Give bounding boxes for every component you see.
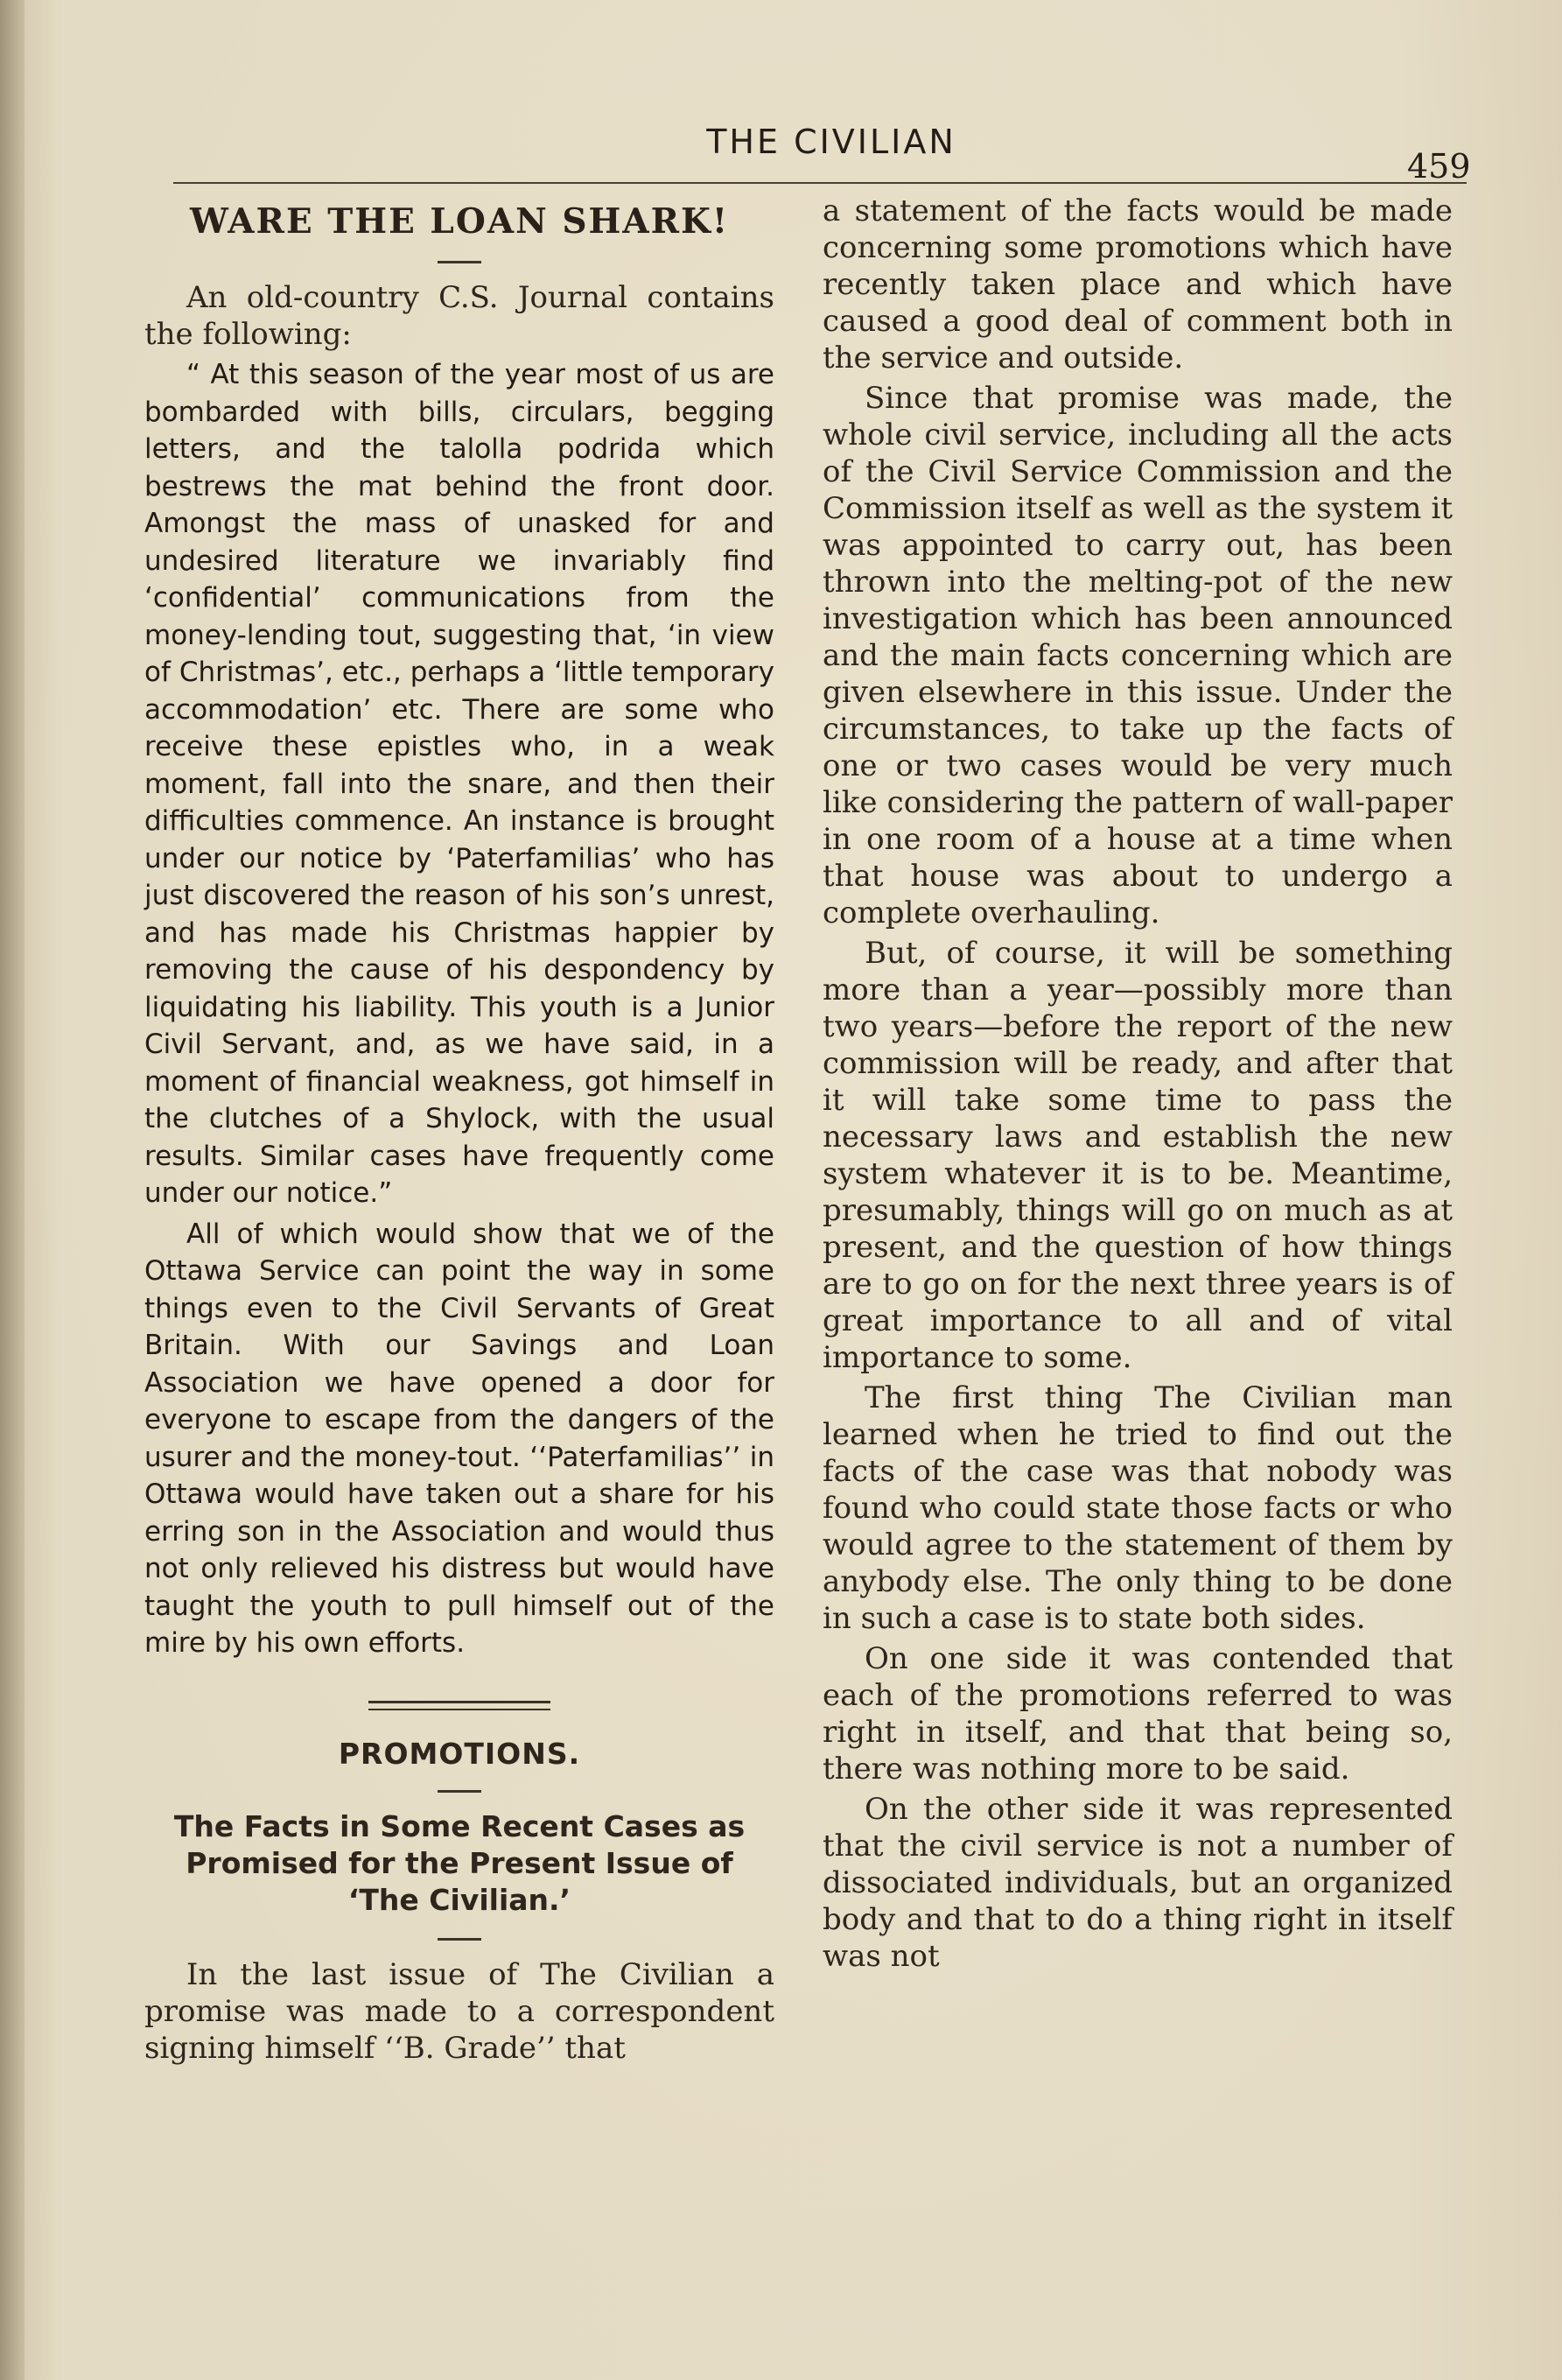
- right-paragraph-2: Since that promise was made, the whole civil service, including all the acts of the Civil Service Commission and the Commission itself as well as the system it was appointed to carry out, has been thrown into the melting-pot of the new investigation which has been announced and the main facts concerning which are given elsewhere in this issue. Under the circumstances, to take up the facts of one or two cases would be very much like considering the pattern of wall-paper in one room of a house at a time when that house was about to undergo a complete overhauling.: [823, 381, 1453, 930]
- header-rule: [173, 182, 1467, 184]
- section-title: PROMOTIONS.: [338, 1736, 581, 1771]
- section-divider: [368, 1701, 550, 1710]
- right-paragraph-4: The first thing The Civilian man learned when he tried to find out the facts of the case was that nobody was found who could state those facts or who would agree to the statement of them by anybody else. The only thing to be done in such a case is to state both sides.: [823, 1380, 1453, 1636]
- headline-dash: [438, 261, 481, 263]
- section-subtitle: The Facts in Some Recent Cases as Promised for the Present Issue of ‘The Civilian.’: [173, 1808, 746, 1917]
- right-paragraph-5: On one side it was contended that each of the promotions referred to was right in itself, and that that being so, there was nothing more to be said.: [823, 1641, 1453, 1787]
- page-number: 459: [1407, 147, 1471, 186]
- publication-title: THE CIVILIAN: [706, 123, 956, 161]
- article-quote: “ At this season of the year most of us are bombarded with bills, circulars, begging letters, and the talolla podrida which bestrews the mat behind the front door. Amongst the mass of unasked for and undesired literature we invariably find ‘confidential’ communications from the money-lending tout, suggesting that, ‘in view of Christmas’, etc., perhaps a ‘little temporary accommodation’ etc. There are some who receive these epistles who, in a weak moment, fall into the snare, and then their difficulties commence. An instance is brought under our notice by ‘Paterfamilias’ who has just discovered the reason of his son’s unrest, and has made his Christmas happier by removing the cause of his despondency by liquidating his liability. This youth is a Junior Civil Servant, and, as we have said, in a moment of financial weakness, got himself in the clutches of a Shylock, with the usual results. Similar cases have frequently come under our notice.”: [144, 359, 774, 1209]
- article-intro: An old-country C.S. Journal contains the following:: [144, 280, 774, 352]
- right-paragraph-1: a statement of the facts would be made concerning some promotions which have recently taken place and which have caused a good deal of comment both in the service and outside.: [823, 193, 1453, 376]
- article-headline: WARE THE LOAN SHARK!: [189, 201, 730, 242]
- right-paragraph-6: On the other side it was represented that the civil service is not a number of dissociated individuals, but an organized body and that to do a thing right in itself was not: [823, 1792, 1453, 1974]
- promotions-intro: In the last issue of The Civilian a promise was made to a correspondent signing himself ‘‘B. Grade’’ that: [144, 1956, 774, 2066]
- right-column: [823, 193, 1453, 1978]
- section-dash: [438, 1790, 481, 1793]
- binding-gutter: [0, 0, 25, 2380]
- left-column: [144, 193, 774, 2070]
- right-paragraph-3: But, of course, it will be something more than a year—possibly more than two years—before the report of the new commission will be ready, and after that it will take some time to pass the necessary laws and establish the new system whatever it is to be. Meantime, presumably, things will go on much as at present, and the question of how things are to go on for the next three years is of great importance to all and of vital importance to some.: [823, 936, 1453, 1375]
- article-comment: All of which would show that we of the Ottawa Service can point the way in some things even to the Civil Servants of Great Britain. With our Savings and Loan Association we have opened a door for everyone to escape from the dangers of the usurer and the money-tout. ‘‘Paterfamilias’’ in Ottawa would have taken out a share for his erring son in the Association and would thus not only relieved his distress but would have taught the youth to pull himself out of the mire by his own efforts.: [144, 1218, 774, 1659]
- subtitle-dash: [438, 1938, 481, 1941]
